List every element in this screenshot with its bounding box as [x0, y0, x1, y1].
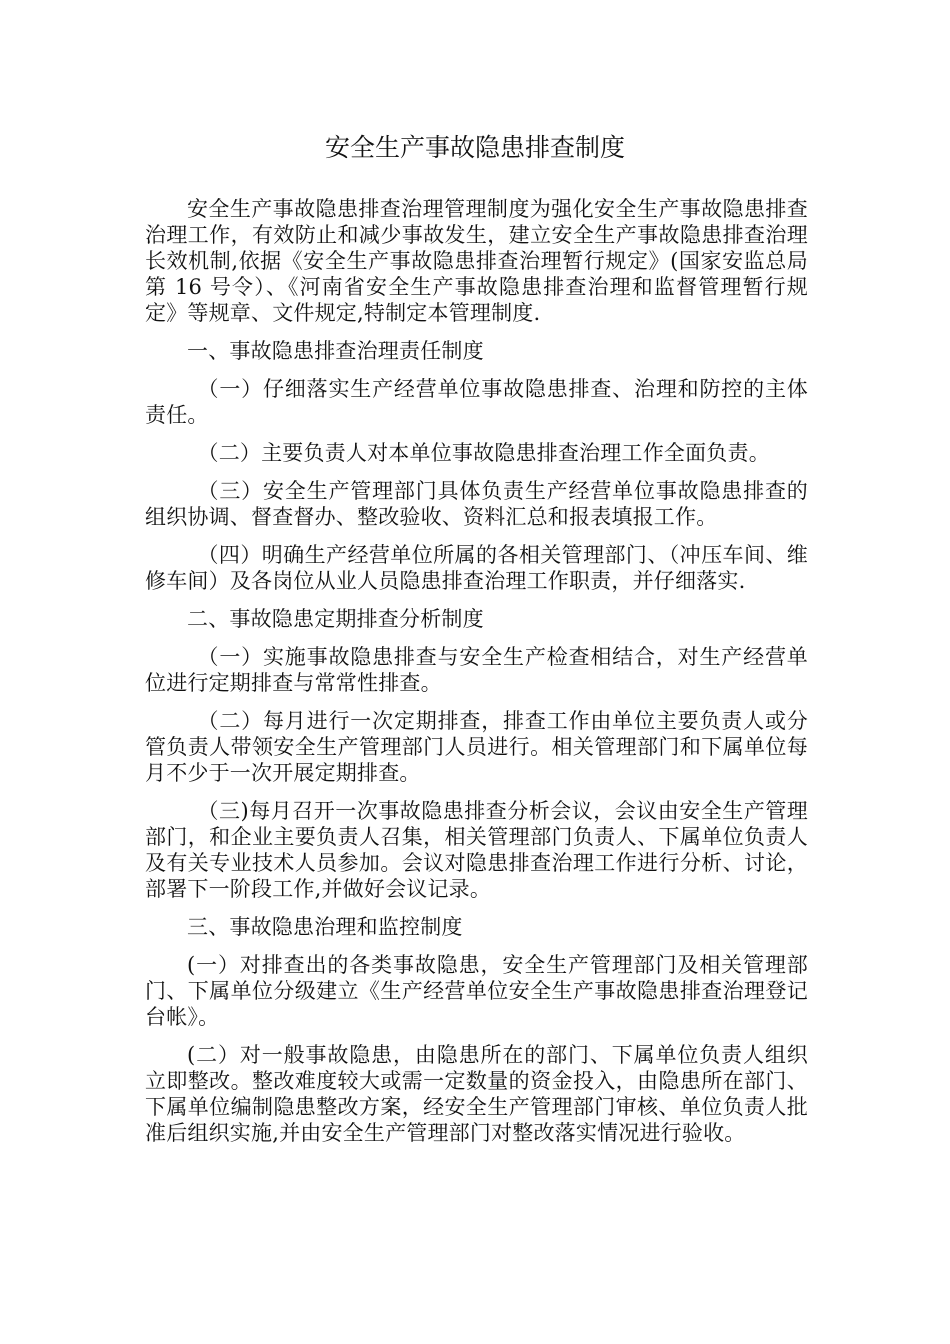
- list-item: （四）明确生产经营单位所属的各相关管理部门、（冲压车间、维修车间）及各岗位从业人员隐患排查治理工作职责，并仔细落实.: [145, 543, 808, 593]
- list-item: （三)每月召开一次事故隐患排查分析会议，会议由安全生产管理部门，和企业主要负责人召集，相关管理部门负责人、下属单位负责人及有关专业技术人员参加。会议对隐患排查治理工作进行分析、讨论，部署下一阶段工作,并做好会议记录。: [145, 799, 808, 901]
- document-body: [145, 196, 808, 1158]
- section-heading: 三、事故隐患治理和监控制度: [187, 915, 463, 939]
- section-heading: 一、事故隐患排查治理责任制度: [187, 339, 484, 363]
- document-title: 安全生产事故隐患排查制度: [324, 133, 625, 162]
- section-heading: 二、事故隐患定期排查分析制度: [187, 607, 484, 631]
- list-item: (一）对排查出的各类事故隐患，安全生产管理部门及相关管理部门、下属单位分级建立《生产经营单位安全生产事故隐患排查治理登记台帐》。: [145, 953, 808, 1029]
- list-item: （二）主要负责人对本单位事故隐患排查治理工作全面负责。: [197, 441, 770, 465]
- intro-paragraph: 安全生产事故隐患排查治理管理制度为强化安全生产事故隐患排查治理工作，有效防止和减少事故发生，建立安全生产事故隐患排查治理长效机制,依据《安全生产事故隐患排查治理暂行规定》(国家安监总局第 16 号令）、《河南省安全生产事故隐患排查治理和监督管理暂行规定》等规章、文件规定,特制定本管理制度.: [145, 197, 808, 325]
- list-item: （三）安全生产管理部门具体负责生产经营单位事故隐患排查的组织协调、督查督办、整改验收、资料汇总和报表填报工作。: [145, 479, 808, 529]
- list-item: (二）对一般事故隐患，由隐患所在的部门、下属单位负责人组织立即整改。整改难度较大或需一定数量的资金投入，由隐患所在部门、下属单位编制隐患整改方案，经安全生产管理部门审核、单位负责人批准后组织实施,并由安全生产管理部门对整改落实情况进行验收。: [145, 1043, 808, 1145]
- list-item: （一）仔细落实生产经营单位事故隐患排查、治理和防控的主体责任。: [145, 377, 808, 427]
- list-item: （一）实施事故隐患排查与安全生产检查相结合，对生产经营单位进行定期排查与常常性排查。: [145, 645, 808, 695]
- list-item: （二）每月进行一次定期排查，排查工作由单位主要负责人或分管负责人带领安全生产管理部门人员进行。相关管理部门和下属单位每月不少于一次开展定期排查。: [145, 709, 808, 785]
